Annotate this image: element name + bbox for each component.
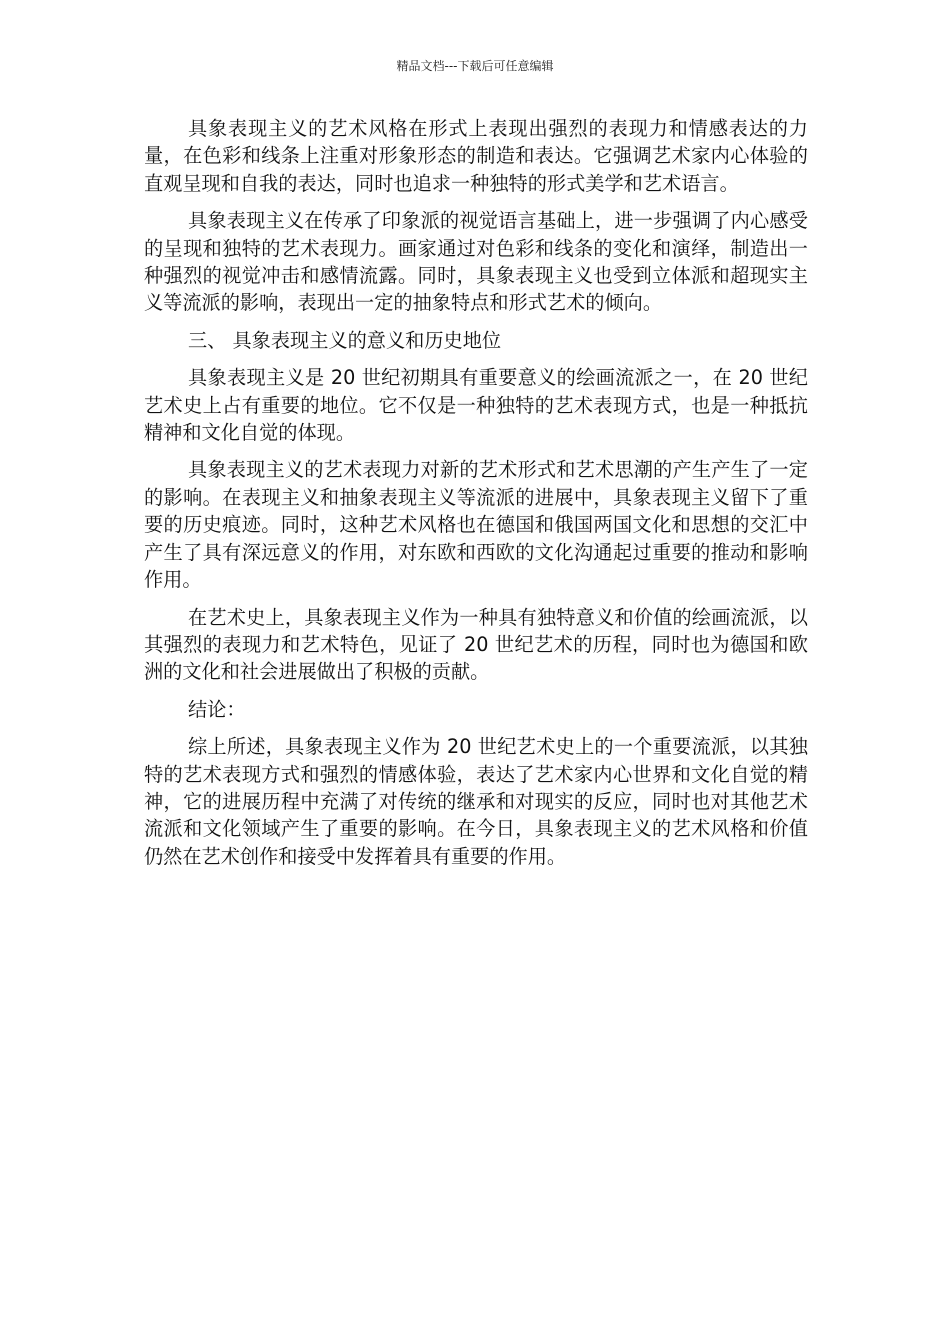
paragraph-style-intro: 具象表现主义的艺术风格在形式上表现出强烈的表现力和情感表达的力量，在色彩和线条上注重对形象形态的制造和表达。它强调艺术家内心体验的直观呈现和自我的表达，同时也追求一种独特的形式美学和艺术语言。 xyxy=(144,117,808,195)
document-body xyxy=(144,115,808,880)
conclusion-label: 结论： xyxy=(188,697,246,721)
page-header: 精品文档---下载后可任意编辑 xyxy=(396,59,554,73)
section-heading: 三、 具象表现主义的意义和历史地位 xyxy=(188,328,502,352)
paragraph-significance: 具象表现主义是 20 世纪初期具有重要意义的绘画流派之一，在 20 世纪艺术史上占有重要的地位。它不仅是一种独特的艺术表现方式，也是一种抵抗精神和文化自觉的体现。 xyxy=(144,366,808,445)
paragraph-influences: 具象表现主义在传承了印象派的视觉语言基础上，进一步强调了内心感受的呈现和独特的艺术表现力。画家通过对色彩和线条的变化和演绎，制造出一种强烈的视觉冲击和感情流露。同时，具象表现主义也受到立体派和超现实主义等流派的影响，表现出一定的抽象特点和形式艺术的倾向。 xyxy=(144,209,808,315)
paragraph-conclusion: 综上所述，具象表现主义作为 20 世纪艺术史上的一个重要流派，以其独特的艺术表现方式和强烈的情感体验，表达了艺术家内心世界和文化自觉的精神，它的进展历程中充满了对传统的继承和对现实的反应，同时也对其他艺术流派和文化领域产生了重要的影响。在今日，具象表现主义的艺术风格和价值仍然在艺术创作和接受中发挥着具有重要的作用。 xyxy=(144,735,808,868)
paragraph-impact: 具象表现主义的艺术表现力对新的艺术形式和艺术思潮的产生产生了一定的影响。在表现主义和抽象表现主义等流派的进展中，具象表现主义留下了重要的历史痕迹。同时，这种艺术风格也在德国和俄国两国文化和思想的交汇中产生了具有深远意义的作用，对东欧和西欧的文化沟通起过重要的推动和影响作用。 xyxy=(144,458,808,592)
paragraph-art-history: 在艺术史上，具象表现主义作为一种具有独特意义和价值的绘画流派，以其强烈的表现力和艺术特色，见证了 20 世纪艺术的历程，同时也为德国和欧洲的文化和社会进展做出了积极的贡献。 xyxy=(144,605,808,684)
